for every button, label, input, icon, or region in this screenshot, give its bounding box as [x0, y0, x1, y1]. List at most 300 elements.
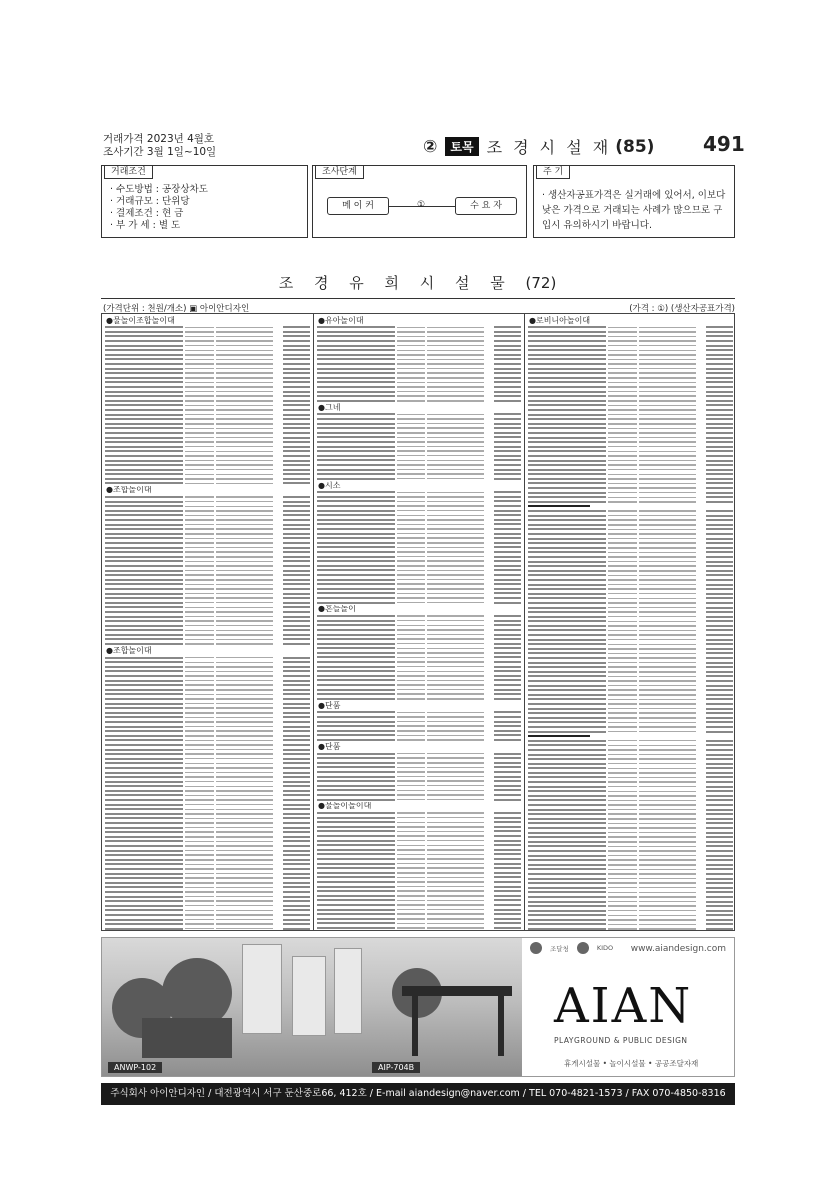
table-cell — [283, 928, 310, 930]
table-cell — [397, 904, 426, 906]
table-cell — [317, 922, 395, 924]
table-cell — [397, 757, 426, 759]
table-cell — [185, 662, 214, 664]
table-cell — [639, 671, 696, 673]
table-cell — [105, 684, 183, 686]
table-cell — [639, 722, 696, 724]
table-cell — [185, 501, 214, 503]
table-cell — [427, 505, 484, 507]
table-cell — [216, 556, 273, 558]
table-cell — [494, 904, 521, 906]
table-cell — [608, 657, 637, 659]
table-cell — [494, 579, 521, 581]
table-cell — [105, 510, 183, 512]
table-cell — [397, 790, 426, 792]
table-cell — [639, 749, 696, 751]
table-cell — [283, 510, 310, 512]
table-cell — [592, 506, 621, 508]
table-cell — [283, 464, 310, 466]
table-cell — [494, 592, 521, 594]
table-cell — [528, 845, 606, 847]
table-cell — [216, 363, 273, 365]
table-cell — [494, 698, 521, 700]
table-cell — [317, 432, 395, 434]
table-cell — [317, 391, 395, 393]
table-cell — [706, 496, 733, 498]
table-cell — [283, 822, 310, 824]
table-cell — [706, 689, 733, 691]
table-cell — [283, 400, 310, 402]
table-cell — [706, 561, 733, 563]
table-cell — [105, 482, 183, 484]
table-cell — [494, 519, 521, 521]
table-cell — [105, 928, 183, 930]
table-cell — [216, 790, 273, 792]
table-cell — [706, 841, 733, 843]
table-cell — [185, 767, 214, 769]
table-cell — [105, 593, 183, 595]
table-cell — [317, 624, 395, 626]
table-cell — [397, 492, 426, 494]
table-cell — [397, 414, 426, 416]
table-cell — [427, 432, 484, 434]
table-cell — [216, 483, 273, 485]
table-cell — [317, 684, 395, 686]
maker-stage: 메 이 커 — [327, 197, 389, 215]
table-cell — [494, 629, 521, 631]
table-cell — [494, 455, 521, 457]
table-cell — [185, 524, 214, 526]
table-cell — [494, 679, 521, 681]
chapter-number: ② — [423, 136, 438, 157]
table-cell — [283, 817, 310, 819]
table-cell — [706, 629, 733, 631]
table-cell — [639, 795, 696, 797]
table-cell — [494, 624, 521, 626]
table-cell — [608, 538, 637, 540]
table-cell — [216, 593, 273, 595]
table-cell — [216, 474, 273, 476]
table-cell — [639, 708, 696, 710]
table-cell — [283, 556, 310, 558]
survey-stage-caption: 조사단계 — [315, 165, 364, 179]
table-cell — [608, 823, 637, 825]
table-cell — [283, 813, 310, 815]
table-cell — [427, 725, 484, 727]
buyer-stage: 수 요 자 — [455, 197, 517, 215]
table-cell — [706, 648, 733, 650]
table-cell — [639, 354, 696, 356]
table-cell — [494, 872, 521, 874]
table-cell — [528, 694, 606, 696]
table-cell — [427, 872, 484, 874]
table-cell — [427, 730, 484, 732]
table-cell — [494, 377, 521, 379]
table-cell — [639, 469, 696, 471]
table-cell — [706, 749, 733, 751]
table-cell — [427, 418, 484, 420]
table-cell — [608, 832, 637, 834]
table-cell — [317, 546, 395, 548]
table-cell — [494, 478, 521, 480]
table-cell — [528, 423, 606, 425]
table-cell — [639, 809, 696, 811]
table-cell — [105, 712, 183, 714]
table-cell — [185, 340, 214, 342]
table-cell — [494, 363, 521, 365]
chapter-count: (85) — [615, 136, 655, 157]
table-cell — [608, 464, 637, 466]
table-cell — [427, 794, 484, 796]
brand-logo: AIAN — [554, 978, 693, 1034]
table-cell — [528, 565, 606, 567]
table-cell — [397, 560, 426, 562]
table-cell — [706, 423, 733, 425]
table-cell — [494, 835, 521, 837]
table-cell — [317, 734, 395, 736]
table-cell — [494, 556, 521, 558]
table-cell — [317, 579, 395, 581]
table-cell — [283, 505, 310, 507]
table-cell — [639, 464, 696, 466]
table-cell — [397, 354, 426, 356]
table-cell — [216, 818, 273, 820]
table-cell — [706, 464, 733, 466]
table-cell — [185, 382, 214, 384]
table-cell — [608, 625, 637, 627]
table-cell — [427, 712, 484, 714]
table-cell — [317, 766, 395, 768]
table-cell — [283, 349, 310, 351]
table-cell — [216, 726, 273, 728]
table-cell — [528, 864, 606, 866]
table-cell — [494, 583, 521, 585]
table-cell — [283, 409, 310, 411]
table-cell — [528, 611, 606, 613]
table-cell — [216, 528, 273, 530]
table-cell — [427, 469, 484, 471]
table-cell — [706, 896, 733, 898]
table-cell — [283, 923, 310, 925]
table-cell — [528, 414, 606, 416]
table-cell — [105, 670, 183, 672]
table-cell — [608, 859, 637, 861]
table-cell — [706, 905, 733, 907]
table-cell — [283, 670, 310, 672]
table-cell — [216, 607, 273, 609]
table-cell — [639, 740, 696, 742]
table-cell — [528, 446, 606, 448]
table-cell — [283, 423, 310, 425]
table-cell — [528, 607, 606, 609]
table-cell — [528, 602, 606, 604]
table-cell — [427, 785, 484, 787]
table-cell — [317, 413, 395, 415]
table-cell — [317, 666, 395, 668]
table-cell — [105, 588, 183, 590]
table-cell — [494, 620, 521, 622]
table-cell — [105, 762, 183, 764]
table-cell — [105, 877, 183, 879]
table-cell — [317, 418, 395, 420]
table-cell — [427, 675, 484, 677]
table-cell — [706, 607, 733, 609]
table-cell — [185, 864, 214, 866]
table-cell — [706, 850, 733, 852]
table-cell — [528, 878, 606, 880]
table-cell — [608, 414, 637, 416]
table-cell — [608, 598, 637, 600]
table-cell — [608, 689, 637, 691]
table-cell — [105, 464, 183, 466]
table-cell — [528, 689, 606, 691]
table-cell — [608, 418, 637, 420]
table-cell — [105, 707, 183, 709]
table-cell — [185, 776, 214, 778]
table-cell — [283, 698, 310, 700]
table-cell — [608, 377, 637, 379]
table-cell — [185, 919, 214, 921]
table-cell — [185, 405, 214, 407]
table-cell — [427, 867, 484, 869]
table-cell — [283, 863, 310, 865]
table-cell — [639, 428, 696, 430]
table-cell — [105, 335, 183, 337]
table-cell — [639, 791, 696, 793]
table-cell — [427, 441, 484, 443]
table-cell — [494, 876, 521, 878]
table-cell — [494, 459, 521, 461]
table-cell — [317, 533, 395, 535]
table-cell — [639, 350, 696, 352]
table-cell — [397, 831, 426, 833]
table-cell — [317, 400, 395, 402]
building-shape — [242, 944, 282, 1034]
table-cell — [706, 542, 733, 544]
table-cell — [397, 547, 426, 549]
table-cell — [105, 437, 183, 439]
table-cell — [608, 639, 637, 641]
table-cell — [639, 699, 696, 701]
table-cell — [706, 740, 733, 742]
table-cell — [427, 368, 484, 370]
table-cell — [639, 478, 696, 480]
table-cell — [185, 441, 214, 443]
table-cell — [216, 730, 273, 732]
table-group-label: ●로비니아놀이대 — [529, 316, 591, 325]
table-cell — [427, 634, 484, 636]
table-cell — [317, 913, 395, 915]
table-cell — [608, 359, 637, 361]
table-cell — [185, 657, 214, 659]
table-cell — [427, 597, 484, 599]
table-cell — [216, 423, 273, 425]
table-cell — [639, 423, 696, 425]
table-cell — [317, 523, 395, 525]
table-cell — [494, 766, 521, 768]
table-cell — [494, 789, 521, 791]
table-cell — [639, 386, 696, 388]
table-cell — [105, 450, 183, 452]
table-cell — [397, 427, 426, 429]
table-cell — [608, 905, 637, 907]
table-cell — [427, 336, 484, 338]
table-cell — [397, 643, 426, 645]
table-cell — [185, 538, 214, 540]
table-cell — [494, 551, 521, 553]
table-cell — [639, 689, 696, 691]
table-cell — [317, 469, 395, 471]
note-text: · 생산자공표가격은 실거래에 있어서, 이보다 낮은 가격으로 거래되는 사례가 많으므로 구입시 유의하시기 바랍니다. — [542, 190, 726, 231]
table-cell — [528, 538, 606, 540]
table-cell — [639, 804, 696, 806]
table-cell — [528, 795, 606, 797]
table-cell — [494, 739, 521, 741]
table-cell — [283, 712, 310, 714]
condition-item: · 부 가 세 : 별 도 — [110, 220, 181, 231]
table-cell — [528, 703, 606, 705]
table-cell — [216, 813, 273, 815]
table-cell — [283, 905, 310, 907]
table-cell — [283, 593, 310, 595]
table-cell — [494, 368, 521, 370]
table-cell — [216, 455, 273, 457]
table-cell — [397, 849, 426, 851]
table-cell — [528, 505, 590, 507]
table-cell — [283, 680, 310, 682]
table-cell — [216, 721, 273, 723]
table-cell — [216, 501, 273, 503]
table-cell — [706, 418, 733, 420]
table-cell — [216, 845, 273, 847]
table-cell — [216, 616, 273, 618]
table-cell — [397, 909, 426, 911]
table-cell — [283, 808, 310, 810]
table-cell — [185, 506, 214, 508]
table-cell — [528, 372, 606, 374]
table-cell — [317, 863, 395, 865]
table-group-label: ●조합놀이대 — [106, 646, 152, 655]
table-cell — [185, 845, 214, 847]
table-cell — [427, 680, 484, 682]
table-cell — [494, 634, 521, 636]
table-cell — [283, 739, 310, 741]
table-cell — [528, 809, 606, 811]
table-cell — [283, 730, 310, 732]
table-cell — [528, 744, 606, 746]
table-cell — [283, 684, 310, 686]
survey-stage-box — [312, 165, 527, 238]
table-cell — [216, 432, 273, 434]
table-cell — [216, 414, 273, 416]
table-cell — [317, 569, 395, 571]
table-cell — [216, 451, 273, 453]
table-cell — [528, 492, 606, 494]
table-cell — [639, 878, 696, 880]
table-cell — [317, 771, 395, 773]
table-cell — [185, 758, 214, 760]
table-cell — [528, 519, 606, 521]
table-cell — [105, 896, 183, 898]
table-cell — [105, 418, 183, 420]
table-cell — [216, 698, 273, 700]
table-cell — [608, 501, 637, 503]
table-cell — [185, 556, 214, 558]
table-cell — [528, 799, 606, 801]
table-cell — [283, 574, 310, 576]
table-cell — [706, 579, 733, 581]
table-cell — [528, 473, 606, 475]
table-cell — [427, 570, 484, 572]
table-cell — [397, 826, 426, 828]
table-cell — [185, 345, 214, 347]
table-cell — [608, 607, 637, 609]
table-cell — [216, 657, 273, 659]
table-cell — [528, 409, 606, 411]
table-cell — [608, 795, 637, 797]
table-cell — [639, 607, 696, 609]
table-cell — [317, 427, 395, 429]
table-cell — [706, 482, 733, 484]
table-cell — [639, 662, 696, 664]
table-cell — [528, 717, 606, 719]
table-cell — [608, 740, 637, 742]
table-cell — [706, 547, 733, 549]
table-cell — [283, 762, 310, 764]
table-cell — [639, 846, 696, 848]
brand-services: 휴게시설물 • 놀이시설물 • 공공조달자재 — [564, 1059, 699, 1068]
table-cell — [397, 327, 426, 329]
table-cell — [494, 656, 521, 658]
table-cell — [105, 808, 183, 810]
table-cell — [427, 693, 484, 695]
table-cell — [706, 781, 733, 783]
table-cell — [608, 354, 637, 356]
table-cell — [317, 821, 395, 823]
table-cell — [185, 579, 214, 581]
table-cell — [317, 776, 395, 778]
table-cell — [216, 336, 273, 338]
table-cell — [216, 602, 273, 604]
table-cell — [185, 781, 214, 783]
table-cell — [283, 460, 310, 462]
table-group-label: ●흔들놀이 — [318, 604, 356, 614]
table-cell — [528, 629, 606, 631]
table-cell — [706, 818, 733, 820]
table-cell — [608, 570, 637, 572]
table-cell — [706, 358, 733, 360]
table-cell — [528, 712, 606, 714]
table-cell — [706, 487, 733, 489]
table-cell — [397, 684, 426, 686]
table-cell — [427, 331, 484, 333]
table-cell — [283, 583, 310, 585]
table-cell — [639, 455, 696, 457]
table-cell — [317, 556, 395, 558]
table-cell — [494, 514, 521, 516]
table-cell — [639, 588, 696, 590]
table-cell — [706, 381, 733, 383]
table-cell — [528, 767, 606, 769]
building-shape — [334, 948, 362, 1034]
condition-item: · 수도방법 : 공장상차도 — [110, 184, 208, 195]
table-cell — [185, 712, 214, 714]
table-cell — [185, 772, 214, 774]
table-cell — [528, 905, 606, 907]
table-cell — [608, 423, 637, 425]
table-cell — [528, 891, 606, 893]
table-cell — [528, 813, 606, 815]
